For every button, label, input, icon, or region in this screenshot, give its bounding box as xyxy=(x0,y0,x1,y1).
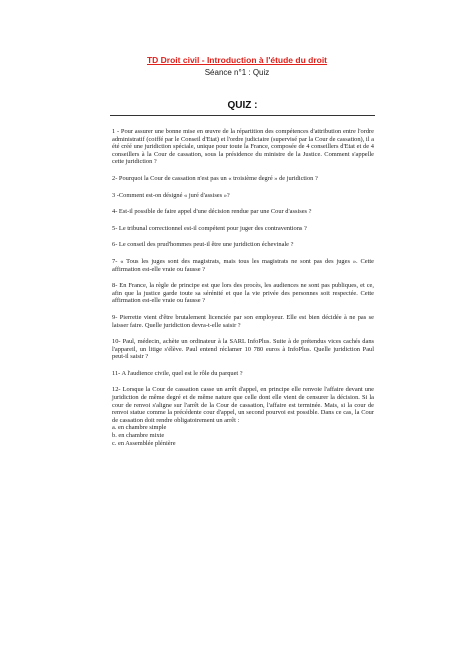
quiz-header xyxy=(110,100,375,117)
session-subtitle: Séance n°1 : Quiz xyxy=(204,68,270,77)
quiz-questions xyxy=(112,128,374,447)
quiz-underline-divider xyxy=(110,115,375,116)
question-1: 1 - Pour assurer une bonne mise en œuvre de la répartition des compétences d'attribution entre l'ordre administratif (coiffé par le Conseil d'Etat) et l'ordre judiciaire (supervisé par la Cour de cassation), il a été créé une juridiction spéciale, unique pour toute la France, composée de 4 conseillers d'Etat et de 4 conseillers à la Cour de cassation, sous la présidence du ministre de la Justice. Comment s'appelle cette juridiction ? xyxy=(112,128,374,166)
question-8: 8- En France, la règle de principe est que lors des procès, les audiences ne sont pas publiques, et ce, afin que la justice garde toute sa sérénité et que la vie privée des personnes soit respectée. Cette affirmation est-elle vraie ou fausse ? xyxy=(112,282,374,305)
question-11: 11- A l'audience civile, quel est le rôle du parquet ? xyxy=(112,369,243,377)
question-2: 2- Pourquoi la Cour de cassation n'est pas un « troisième degré » de juridiction ? xyxy=(112,174,318,182)
choice-c: c. en Assemblée plénière xyxy=(112,439,176,447)
question-4: 4- Est-il possible de faire appel d'une décision rendue par une Cour d'assises ? xyxy=(112,208,312,216)
question-3: 3 -Comment est-on désigné « juré d'assises »? xyxy=(112,191,230,199)
question-5: 5- Le tribunal correctionnel est-il compétent pour juger des contraventions ? xyxy=(112,224,307,232)
question-6: 6- Le conseil des prud'hommes peut-il être une juridiction échevinale ? xyxy=(112,241,294,249)
question-10: 10- Paul, médecin, achète un ordinateur à la SARL InfoPlus. Suite à de prétendus vices cachés dans l'appareil, un litige s'élève. Paul entend réclamer 10 780 euros à InfoPlus. Quelle juridiction Paul peut-il saisir ? xyxy=(112,338,374,361)
question-7: 7- « Tous les juges sont des magistrats, mais tous les magistrats ne sont pas des juges ». Cette affirmation est-elle vraie ou fausse ? xyxy=(112,257,374,273)
quiz-heading: QUIZ : xyxy=(227,100,258,111)
question-9: 9- Pierrette vient d'être brutalement licenciée par son employeur. Elle est bien décidée à ne pas se laisser faire. Quelle juridiction devra-t-elle saisir ? xyxy=(112,313,374,329)
choice-b: b. en chambre mixte xyxy=(112,432,165,440)
question-12-choices xyxy=(112,424,374,447)
question-12: 12- Lorsque la Cour de cassation casse un arrêt d'appel, en principe elle renvoie l'affaire devant une juridiction de même degré et de même nature que celle dont elle vient de censurer la décision. Si la cour de renvoi s'aligne sur l'arrêt de la Cour de cassation, l'affaire est terminée. Mais, si la cour de renvoi statue comme la précédente cour d'appel, un second pourvoi est possible. Dans ce cas, la Cour de cassation doit rendre obligatoirement un arrêt : xyxy=(112,386,374,424)
document-title: TD Droit civil - Introduction à l'étude du droit xyxy=(146,55,328,65)
choice-a: a. en chambre simple xyxy=(112,424,167,432)
